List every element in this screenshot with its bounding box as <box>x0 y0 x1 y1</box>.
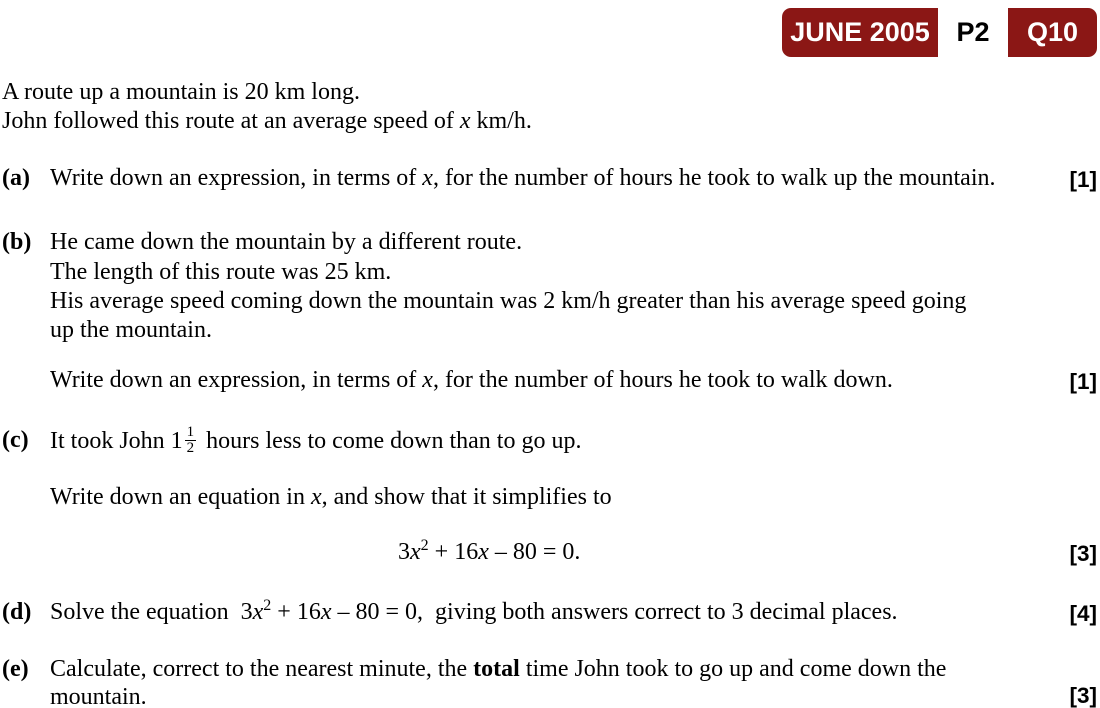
part-b-row-3 <box>0 288 1100 318</box>
part-e-text-2: mountain. <box>50 684 147 708</box>
bold-word-total: total <box>473 656 520 682</box>
variable-x: x <box>478 539 489 565</box>
intro-text-1: A route up a mountain is 20 km long. <box>2 79 360 105</box>
part-c-equation-row <box>0 539 1100 569</box>
variable-x: x <box>320 599 332 625</box>
part-d-text: Solve the equation $3x^2 + 16x - 80 = 0$, giving both answers correct to 3 decimal places. <box>50 597 898 625</box>
part-d-row <box>0 599 1100 629</box>
part-b-marks: [1] <box>1069 369 1097 394</box>
banner-question-segment <box>1008 8 1097 57</box>
part-e-label: (e) <box>2 656 29 682</box>
quadratic-equation: $3x^2 + 16x - 80 = 0$. <box>398 537 581 565</box>
part-b-prompt-row <box>0 367 1100 397</box>
variable-x: x <box>310 484 322 510</box>
variable-x: x <box>410 539 421 565</box>
part-a-row <box>0 165 1100 195</box>
part-b-text-2: The length of this route was 25 km. <box>50 259 392 285</box>
part-a-marks: [1] <box>1069 167 1097 192</box>
banner-session-segment <box>782 8 938 57</box>
variable-x: x <box>422 165 433 191</box>
part-b-text-1: He came down the mountain by a different route. <box>50 229 523 255</box>
part-e-row-2 <box>0 684 1100 708</box>
intro-text-2: John followed this route at an average speed of x km/h. <box>2 108 532 134</box>
part-e-marks: [3] <box>1069 683 1097 708</box>
part-d-marks: [4] <box>1069 601 1097 626</box>
part-a-text: Write down an expression, in terms of x, for the number of hours he took to walk up the mountain. <box>50 165 996 191</box>
intro-line-2 <box>0 108 1100 138</box>
part-c-text: It took John 1 $\frac{1}{2}$ hours less to come down than to go up. <box>50 424 582 456</box>
variable-x: x <box>252 599 264 625</box>
part-b-row-1 <box>0 229 1100 259</box>
banner-paper-label: P2 <box>956 17 990 47</box>
exponent-2: 2 <box>420 537 429 554</box>
part-d-label: (d) <box>2 599 32 625</box>
part-c-prompt-row <box>0 484 1100 514</box>
intro-line-1 <box>0 79 1100 109</box>
exponent-2: 2 <box>263 597 272 614</box>
part-b-row-2 <box>0 259 1100 289</box>
part-b-row-4 <box>0 317 1100 347</box>
fraction-one-half <box>185 425 197 456</box>
banner-question-label: Q10 <box>1026 17 1079 47</box>
part-c-marks: [3] <box>1069 541 1097 566</box>
banner-paper-segment <box>938 8 1008 57</box>
part-a-label: (a) <box>2 165 30 191</box>
part-b-label: (b) <box>2 229 32 255</box>
part-b-text-3: His average speed coming down the mountain was 2 km/h greater than his average speed going <box>50 288 967 314</box>
part-b-text-4: up the mountain. <box>50 317 212 343</box>
part-c-row <box>0 424 1100 457</box>
part-c-prompt: Write down an equation in x, and show that it simplifies to <box>50 484 612 510</box>
banner-session-label: JUNE 2005 <box>790 17 930 47</box>
part-c-label: (c) <box>2 427 29 453</box>
part-e-text-1: Calculate, correct to the nearest minute, the total time John took to go up and come down the <box>50 656 947 682</box>
variable-x: x <box>459 108 471 134</box>
header-banner <box>782 8 1097 57</box>
part-b-prompt: Write down an expression, in terms of x, for the number of hours he took to walk down. <box>50 367 893 393</box>
fraction-numerator: 1 <box>186 424 195 440</box>
variable-x: x <box>422 367 433 393</box>
fraction-denominator: 2 <box>186 440 195 456</box>
part-e-row-1 <box>0 656 1100 686</box>
